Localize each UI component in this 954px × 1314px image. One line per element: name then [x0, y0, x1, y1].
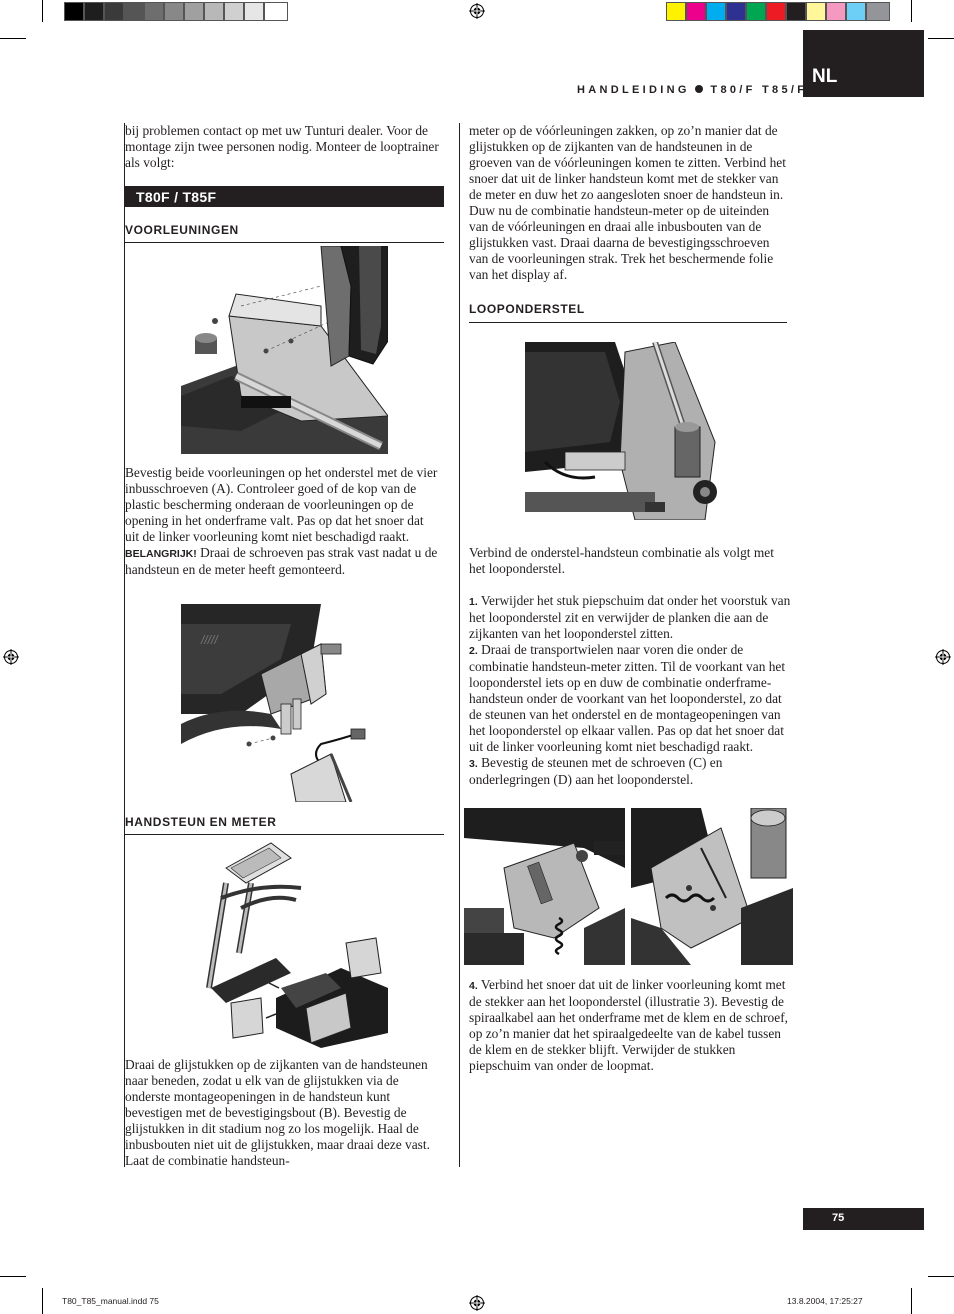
- footer-timestamp: 13.8.2004, 17:25:27: [787, 1296, 863, 1306]
- color-swatch: [766, 2, 786, 21]
- gray-swatch: [264, 2, 288, 21]
- page-number-bar: [803, 1208, 924, 1230]
- running-header-left: HANDLEIDING: [577, 84, 690, 96]
- step-4: [469, 977, 791, 1074]
- important-label: BELANGRIJK!: [125, 548, 197, 560]
- page-number: 75: [832, 1212, 845, 1224]
- color-swatch: [726, 2, 746, 21]
- section3-intro: Verbind de onderstel-handsteun combinatie als volgt met het looponderstel.: [469, 545, 774, 576]
- color-swatch: [666, 2, 686, 21]
- crop-mark: [911, 0, 912, 22]
- figure-front-uprights: [181, 246, 388, 454]
- language-label: NL: [812, 66, 838, 87]
- color-swatch: [706, 2, 726, 21]
- step-1-text: Verwijder het stuk piepschuim dat onder het voorstuk van het looponderstel zit en verwijder de planken die aan de zijkanten van het looponderstel zitten.: [469, 593, 791, 641]
- column-rule-left: [124, 123, 125, 1167]
- section-rule: [469, 322, 787, 323]
- registration-mark-icon: [3, 649, 19, 665]
- color-swatch: [786, 2, 806, 21]
- step-2-text: Draai de transportwielen naar voren die onder de combinatie handsteun-meter zitten. Til de voorkant van het looponderstel iets op en duw de combinatie onderframe-handsteun onder de voorkant van het looponderstel, zo dat de steunen van het onderstel en de montageopeningen van het looponderstel op elkaar vallen. Pas op dat het snoer dat uit de linker voorleuning komt niet beschadigd raakt.: [469, 642, 786, 754]
- step-1: [469, 593, 791, 642]
- bullet-icon: [695, 85, 703, 93]
- crop-mark: [42, 0, 43, 22]
- gray-swatch: [144, 2, 164, 21]
- color-swatch: [826, 2, 846, 21]
- crop-mark: [928, 1276, 954, 1277]
- registration-mark-icon: [469, 3, 485, 19]
- section-rule: [125, 242, 444, 243]
- figure-handrail-console: [181, 838, 388, 1048]
- step-1-number: 1.: [469, 596, 478, 608]
- continued-paragraph: meter op de vóórleuningen zakken, op zo’n manier dat de glijstukken op de zijkanten van de handsteunen in de groeven van de vóórleuningen komen te zitten. Verbind het snoer dat uit de linker handsteun komt met de stekker van de meter en duw het zo aangesloten snoer de handsteun in. Duw nu de combinatie handsteun-meter op de uiteinden van de vóórleuningen en draai alle inbusbouten van de glijstukken vast. Draai daarna de bevestigingsschroeven van de voorleuningen strak. Trek het beschermende folie van het display af.: [469, 123, 786, 282]
- gray-swatch: [244, 2, 264, 21]
- crop-mark: [911, 1288, 912, 1314]
- section1-text: Bevestig beide voorleuningen op het onderstel met de vier inbusschroeven (A). Controleer goed of de kop van de plastic bescherming onderaan de voorleuningen op de opening in het onderframe valt. Pas op dat het snoer dat uit de linker voorleuning komt niet beschadigd raakt.: [125, 465, 438, 544]
- section-rule: [125, 834, 444, 835]
- step-3: [469, 755, 791, 788]
- section2-paragraph: Draai de glijstukken op de zijkanten van de handsteunen naar beneden, zodat u elk van de glijstukken via de onderste montageopeningen in de handsteun kunt bevestigen met de bevestigingsbout (B). Bevestig de glijstukken in dit stadium nog zo los mogelijk. Haal de inbusbouten niet uit de glijstukken, maar draai deze vast. Laat de combinatie handsteun-: [125, 1057, 430, 1168]
- gray-swatch: [64, 2, 84, 21]
- section-heading-handsteun: HANDSTEUN EN METER: [125, 815, 277, 829]
- step-2: [469, 642, 791, 755]
- running-header-right: T80/F T85/F: [710, 84, 808, 96]
- running-header: [577, 84, 807, 96]
- section-heading-looponderstel: LOOPONDERSTEL: [469, 302, 585, 316]
- figure-connector-detail: [464, 808, 625, 965]
- section1-text-continued: Draai de schroeven pas strak vast nadat u de handsteun en de meter heeft gemonteerd.: [125, 545, 438, 577]
- figure-cable-connection: [181, 604, 388, 802]
- crop-mark: [0, 38, 26, 39]
- gray-swatch: [104, 2, 124, 21]
- step-4-text: Verbind het snoer dat uit de linker voorleuning komt met de stekker aan het looponderstel (illustratie 3). Bevestig de spiraalkabel aan het onderframe met de klem en de schroef, op zo’n manier dat het spiraalgedeelte van de kabel tussen de klem en de stekker blijft. Verwijder de stukken piepschuim van onder de loopmat.: [469, 977, 788, 1073]
- gray-swatch: [124, 2, 144, 21]
- gray-swatch: [84, 2, 104, 21]
- registration-mark-icon: [469, 1295, 485, 1311]
- gray-swatch: [204, 2, 224, 21]
- color-swatch: [746, 2, 766, 21]
- crop-mark: [42, 1288, 43, 1314]
- registration-mark-icon: [935, 649, 951, 665]
- step-2-number: 2.: [469, 645, 478, 657]
- gray-swatch: [164, 2, 184, 21]
- footer-file: T80_T85_manual.indd 75: [62, 1296, 159, 1306]
- intro-paragraph: bij problemen contact op met uw Tunturi dealer. Voor de montage zijn twee personen nodig. Monteer de looptrainer als volgt:: [125, 123, 439, 170]
- gray-swatch: [184, 2, 204, 21]
- column-rule-middle: [459, 123, 460, 1167]
- crop-mark: [928, 38, 954, 39]
- steps-list: [469, 593, 791, 788]
- color-swatch: [846, 2, 866, 21]
- color-swatch: [806, 2, 826, 21]
- step-3-text: Bevestig de steunen met de schroeven (C) en onderlegringen (D) aan het looponderstel.: [469, 755, 723, 787]
- figure-spiral-cable-clamp: [631, 808, 793, 965]
- model-title: T80F / T85F: [136, 189, 217, 205]
- color-swatch: [686, 2, 706, 21]
- svg-text://///: /////: [201, 633, 218, 647]
- figure-frame-attachment: [525, 342, 731, 520]
- section1-paragraph: [125, 465, 441, 578]
- crop-mark: [0, 1276, 26, 1277]
- gray-swatch: [224, 2, 244, 21]
- color-swatch: [866, 2, 890, 21]
- step-4-number: 4.: [469, 980, 478, 992]
- step-3-number: 3.: [469, 758, 478, 770]
- section-heading-voorleuningen: VOORLEUNINGEN: [125, 223, 239, 237]
